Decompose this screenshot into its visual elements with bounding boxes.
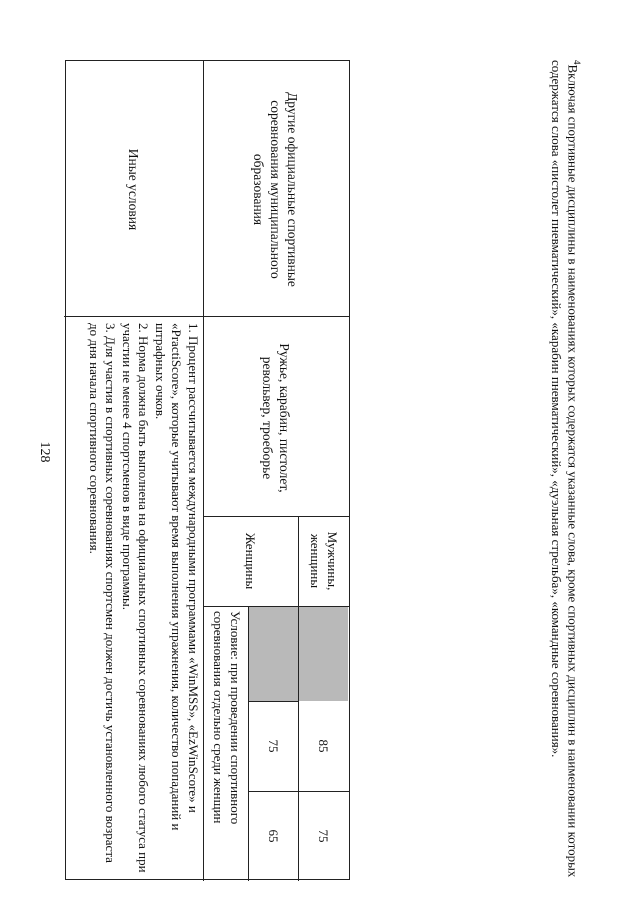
other-conditions-text [67,323,201,875]
gender-women: Женщины [243,532,259,590]
value-cell: 75 [266,739,282,753]
condition-item: 2. Норма должна быть выполнена на официальных спортивных соревнованиях любого статуса при участии не менее 4 спортсменов в виде программы. [120,323,152,873]
rotated-content [55,60,350,880]
footnote-marker: 4 [572,60,582,65]
value-cell: 85 [316,739,332,753]
value-cell: 65 [266,829,282,843]
divider [64,316,349,317]
footnote-region [505,60,585,880]
divider [204,516,349,517]
other-conditions-label: Иные условия [126,148,142,231]
value-cell: 75 [316,829,332,843]
shaded-cell [299,607,348,701]
gender-men-women: Мужчины, женщины [308,531,340,591]
footnote-text: Включая спортивные дисциплины в наименованиях которых содержатся указанные слова, кроме спортивных дисциплин в наименовании которых содержатся слова «пистолет пневматический», «карабин пневматический», «дуэльная стрельба», «командные соревнования». [548,60,581,878]
divider [203,61,204,316]
shaded-cell [249,607,298,701]
standards-table [65,60,350,880]
divider [298,516,299,606]
weapons-cell: Ружье, карабин, пистолет, револьвер, троеборье [260,343,292,493]
page-number: 128 [37,441,52,463]
condition-item: 3. Для участия в спортивных соревнованиях спортсмен должен достичь установленного возраста до дня начала спортивного соревнования. [87,323,119,863]
condition-item: 1. Процент рассчитывается международными программами «WinMSS», «EzWinScore» и «PractiScore», которые учитывают время выполнения упражнения, количество попаданий и штрафных очков. [153,323,201,831]
divider [203,316,204,881]
category-cell: Другие официальные спортивные соревнования муниципального образования [251,92,301,287]
footnote [548,60,585,880]
condition-cell: Условие: при проведении спортивного соревнования отдельно среди женщин [211,611,243,825]
